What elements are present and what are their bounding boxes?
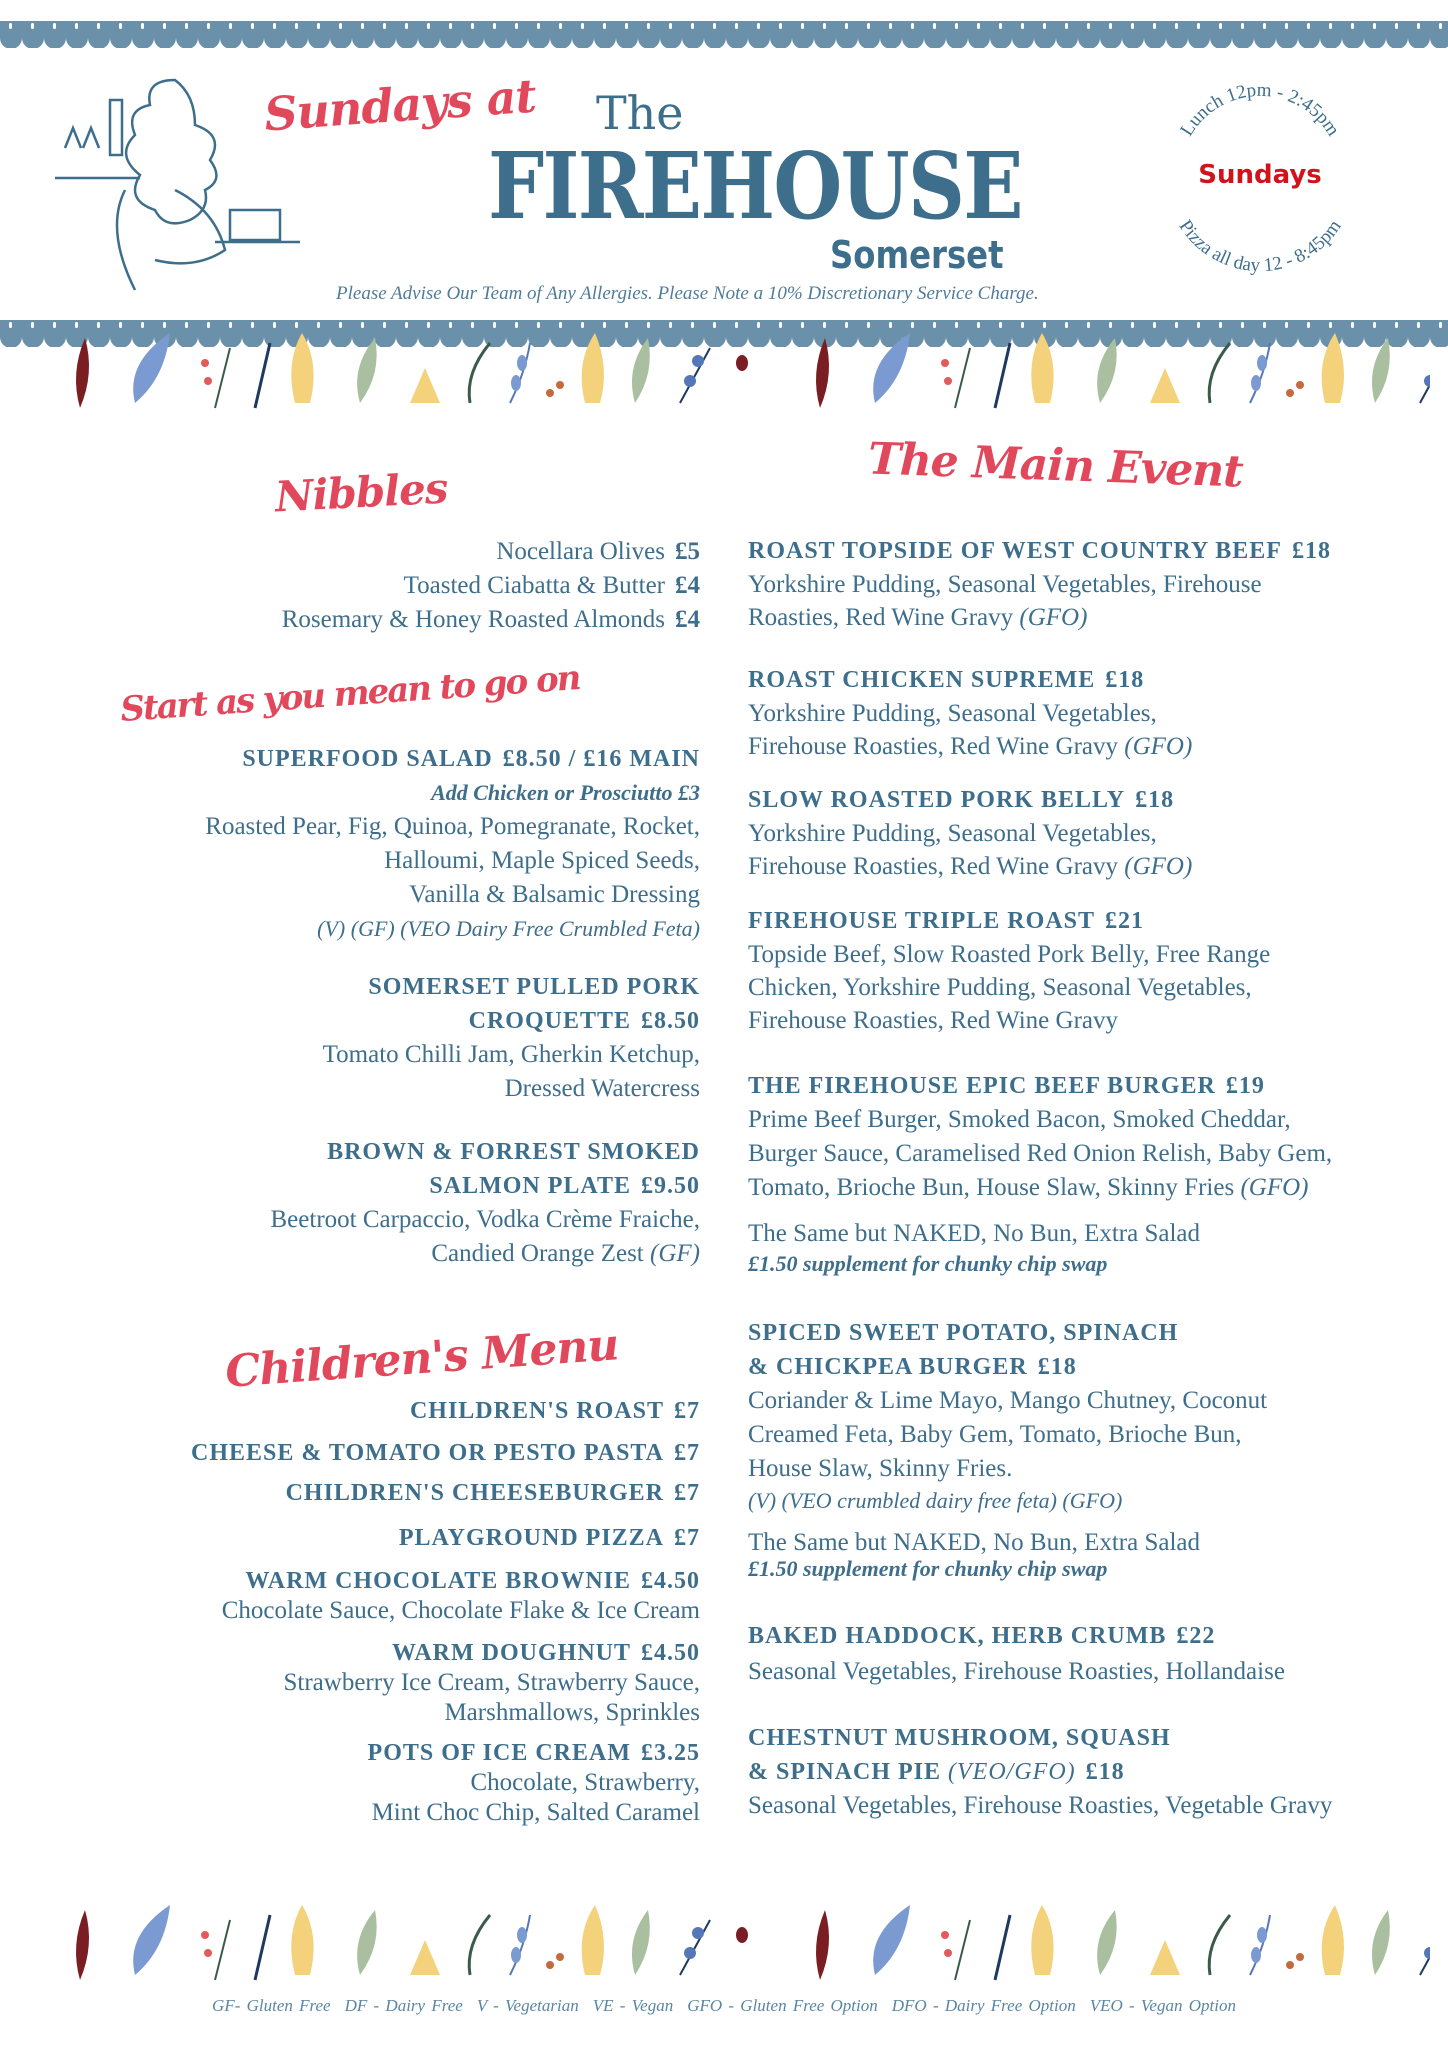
floral-border-bottom <box>30 1905 1430 1985</box>
item-price: £7 <box>674 1440 700 1466</box>
item-description: Creamed Feta, Baby Gem, Tomato, Brioche Bun, <box>748 1421 1242 1448</box>
item-description: Topside Beef, Slow Roasted Pork Belly, Free Range <box>748 941 1271 968</box>
item-description: Firehouse Roasties, Red Wine Gravy (GFO) <box>748 853 1193 880</box>
item-description: Yorkshire Pudding, Seasonal Vegetables, Firehouse <box>748 571 1262 598</box>
item-price: £7 <box>674 1480 700 1506</box>
item-price: £7 <box>674 1525 700 1551</box>
item-title: BAKED HADDOCK, HERB CRUMB £22 <box>748 1623 1216 1649</box>
item-description: Dressed Watercress <box>504 1075 700 1102</box>
item-dietary-note: (V) (VEO crumbled dairy free feta) (GFO) <box>748 1488 1123 1513</box>
childrens-item <box>286 1478 700 1508</box>
allergy-notice: Please Advise Our Team of Any Allergies. Please Note a 10% Discretionary Service Charge. <box>336 283 1039 304</box>
legend-item: GFO - Gluten Free Option <box>687 1996 878 2015</box>
item-title: CHILDREN'S ROAST £7 <box>409 1398 700 1424</box>
item-description: Prime Beef Burger, Smoked Bacon, Smoked Cheddar, <box>748 1106 1291 1133</box>
item-description: Firehouse Roasties, Red Wine Gravy <box>748 1007 1118 1034</box>
nibble-price: £5 <box>675 538 700 565</box>
item-price: £7 <box>674 1398 700 1424</box>
item-addon: Add Chicken or Prosciutto £3 <box>431 780 700 805</box>
main-item <box>748 1316 1267 1516</box>
item-price: £4.50 <box>641 1640 700 1666</box>
item-description: Firehouse Roasties, Red Wine Gravy (GFO) <box>748 733 1193 760</box>
item-title: WARM DOUGHNUT £4.50 <box>392 1640 700 1666</box>
nibble-item <box>282 569 700 603</box>
item-price: £18 <box>1105 667 1145 693</box>
childrens-item <box>399 1523 700 1553</box>
nibble-price: £4 <box>675 606 700 633</box>
nibble-item <box>282 535 700 569</box>
item-title: SUPERFOOD SALAD £8.50 / £16 MAIN <box>242 746 700 772</box>
nibble-name: Toasted Ciabatta & Butter <box>403 572 665 599</box>
naked-option-text: The Same but NAKED, No Bun, Extra Salad <box>748 1220 1201 1247</box>
item-title: & CHICKPEA BURGER £18 <box>748 1354 1077 1380</box>
item-price: £19 <box>1225 1073 1265 1099</box>
item-title: CROQUETTE £8.50 <box>468 1008 700 1034</box>
the-title: The <box>596 86 684 140</box>
top-scallop-border <box>0 18 1448 48</box>
legend-item: VEO - Vegan Option <box>1089 1996 1236 2015</box>
item-description: House Slaw, Skinny Fries. <box>748 1455 1013 1482</box>
childrens-item <box>368 1738 700 1828</box>
childrens-item <box>410 1396 700 1426</box>
item-description: Chicken, Yorkshire Pudding, Seasonal Vegetables, <box>748 974 1252 1001</box>
item-description: Tomato, Brioche Bun, House Slaw, Skinny Fries (GFO) <box>748 1174 1309 1201</box>
item-price: £21 <box>1104 908 1144 934</box>
item-title: SALMON PLATE £9.50 <box>429 1173 700 1199</box>
item-title: POTS OF ICE CREAM £3.25 <box>367 1740 700 1766</box>
item-description: Coriander & Lime Mayo, Mango Chutney, Coconut <box>748 1387 1268 1414</box>
item-description: Mint Choc Chip, Salted Caramel <box>371 1799 700 1826</box>
item-price: £22 <box>1176 1623 1216 1649</box>
legend-item: V - Vegetarian <box>476 1996 579 2015</box>
item-description: Beetroot Carpaccio, Vodka Crème Fraiche, <box>270 1206 700 1233</box>
sundays-at-title: Sundays at <box>262 68 538 142</box>
legend-item: GF- Gluten Free <box>212 1996 331 2015</box>
item-dietary-note: (V) (GF) (VEO Dairy Free Crumbled Feta) <box>317 916 700 941</box>
naked-option <box>748 1219 1200 1279</box>
item-description: Chocolate, Strawberry, <box>470 1769 700 1796</box>
item-price: £3.25 <box>641 1740 700 1766</box>
item-title: & SPINACH PIE (VEO/GFO) £18 <box>748 1759 1125 1785</box>
item-description: Vanilla & Balsamic Dressing <box>409 881 700 908</box>
item-dietary-note: (GFO) <box>1118 733 1193 760</box>
item-dietary-tag: (VEO/GFO) <box>941 1759 1076 1785</box>
starter-item <box>323 970 700 1106</box>
item-title: ROAST TOPSIDE OF WEST COUNTRY BEEF £18 <box>748 538 1331 564</box>
item-description: Burger Sauce, Caramelised Red Onion Relish, Baby Gem, <box>748 1140 1333 1167</box>
location-subtitle: Somerset <box>830 233 1004 277</box>
legend-item: DFO - Dairy Free Option <box>891 1996 1076 2015</box>
badge-sundays: Sundays <box>1198 160 1322 190</box>
item-title: CHILDREN'S CHEESEBURGER £7 <box>285 1480 700 1506</box>
hours-badge <box>1140 56 1380 296</box>
item-price: £18 <box>1135 787 1175 813</box>
item-description: Seasonal Vegetables, Firehouse Roasties, Hollandaise <box>748 1658 1285 1685</box>
nibble-item <box>282 603 700 637</box>
item-description: Roasties, Red Wine Gravy (GFO) <box>748 604 1088 631</box>
starters-heading: Start as you mean to go on <box>119 658 581 730</box>
item-title: PLAYGROUND PIZZA £7 <box>398 1525 700 1551</box>
main-item <box>748 535 1331 634</box>
childrens-item <box>191 1438 700 1468</box>
naked-option-text: The Same but NAKED, No Bun, Extra Salad <box>748 1529 1201 1556</box>
dietary-legend <box>0 1996 1448 2016</box>
item-description: Marshmallows, Sprinkles <box>444 1699 700 1726</box>
supplement-note: £1.50 supplement for chunky chip swap <box>748 1251 1108 1276</box>
svg-text:Lunch 12pm - 2:45pm <box>1176 80 1343 140</box>
item-title: THE FIREHOUSE EPIC BEEF BURGER £19 <box>748 1073 1265 1099</box>
item-title: CHEESE & TOMATO OR PESTO PASTA £7 <box>191 1440 700 1466</box>
item-price: £18 <box>1037 1354 1077 1380</box>
supplement-note: £1.50 supplement for chunky chip swap <box>748 1556 1108 1581</box>
naked-option <box>748 1530 1200 1582</box>
item-description: Tomato Chilli Jam, Gherkin Ketchup, <box>322 1041 700 1068</box>
item-title: SPICED SWEET POTATO, SPINACH <box>748 1320 1179 1346</box>
nibble-price: £4 <box>675 572 700 599</box>
nibble-name: Rosemary & Honey Roasted Almonds <box>281 606 665 633</box>
item-description: Candied Orange Zest (GF) <box>431 1240 700 1267</box>
nibble-name: Nocellara Olives <box>496 538 665 565</box>
main-item <box>748 784 1192 883</box>
item-price: £8.50 / £16 MAIN <box>502 746 700 772</box>
childrens-item <box>284 1638 701 1728</box>
legend-item: VE - Vegan <box>592 1996 674 2015</box>
lunch-hours: Lunch 12pm - 2:45pm <box>1176 79 1344 140</box>
item-dietary-note: (GF) <box>643 1240 700 1267</box>
item-description: Halloumi, Maple Spiced Seeds, <box>384 847 700 874</box>
floral-border-top <box>30 333 1430 413</box>
main-event-heading: The Main Event <box>867 433 1244 498</box>
item-price: £8.50 <box>641 1008 700 1034</box>
main-item <box>748 1619 1285 1689</box>
pizza-hours: Pizza all day 12 - 8:45pm <box>1174 216 1346 277</box>
starter-item <box>205 742 700 946</box>
nibbles-heading: Nibbles <box>273 463 449 522</box>
item-title: WARM CHOCOLATE BROWNIE £4.50 <box>245 1568 700 1594</box>
svg-text:Pizza all day 12 - 8:45pm <box>1174 216 1345 276</box>
main-item <box>748 1069 1332 1205</box>
item-title: SOMERSET PULLED PORK <box>368 974 700 1000</box>
item-description: Strawberry Ice Cream, Strawberry Sauce, <box>283 1669 700 1696</box>
item-title: ROAST CHICKEN SUPREME £18 <box>748 667 1145 693</box>
item-price: £18 <box>1085 1759 1125 1785</box>
nibbles-list <box>282 535 700 637</box>
item-description: Chocolate Sauce, Chocolate Flake & Ice Cream <box>221 1597 700 1624</box>
item-dietary-note: (GFO) <box>1013 604 1088 631</box>
item-price: £18 <box>1291 538 1331 564</box>
item-title: BROWN & FORREST SMOKED <box>327 1139 700 1165</box>
item-dietary-note: (GFO) <box>1234 1174 1309 1201</box>
firehouse-brand: FIREHOUSE <box>488 132 1022 240</box>
item-price: £4.50 <box>641 1568 700 1594</box>
item-title: CHESTNUT MUSHROOM, SQUASH <box>748 1725 1171 1751</box>
childrens-menu-heading: Children's Menu <box>223 1319 620 1398</box>
main-item <box>748 1721 1332 1823</box>
item-title: FIREHOUSE TRIPLE ROAST £21 <box>748 908 1144 934</box>
item-description: Seasonal Vegetables, Firehouse Roasties, Vegetable Gravy <box>748 1792 1333 1819</box>
item-price: £9.50 <box>641 1173 700 1199</box>
item-description: Roasted Pear, Fig, Quinoa, Pomegranate, Rocket, <box>205 813 700 840</box>
legend-item: DF - Dairy Free <box>344 1996 463 2015</box>
item-description: Yorkshire Pudding, Seasonal Vegetables, <box>748 820 1157 847</box>
item-dietary-note: (GFO) <box>1118 853 1193 880</box>
starter-item <box>271 1135 701 1271</box>
main-item <box>748 664 1192 763</box>
item-title: SLOW ROASTED PORK BELLY £18 <box>748 787 1175 813</box>
item-description: Yorkshire Pudding, Seasonal Vegetables, <box>748 700 1157 727</box>
childrens-item <box>222 1567 700 1625</box>
main-item <box>748 905 1270 1037</box>
